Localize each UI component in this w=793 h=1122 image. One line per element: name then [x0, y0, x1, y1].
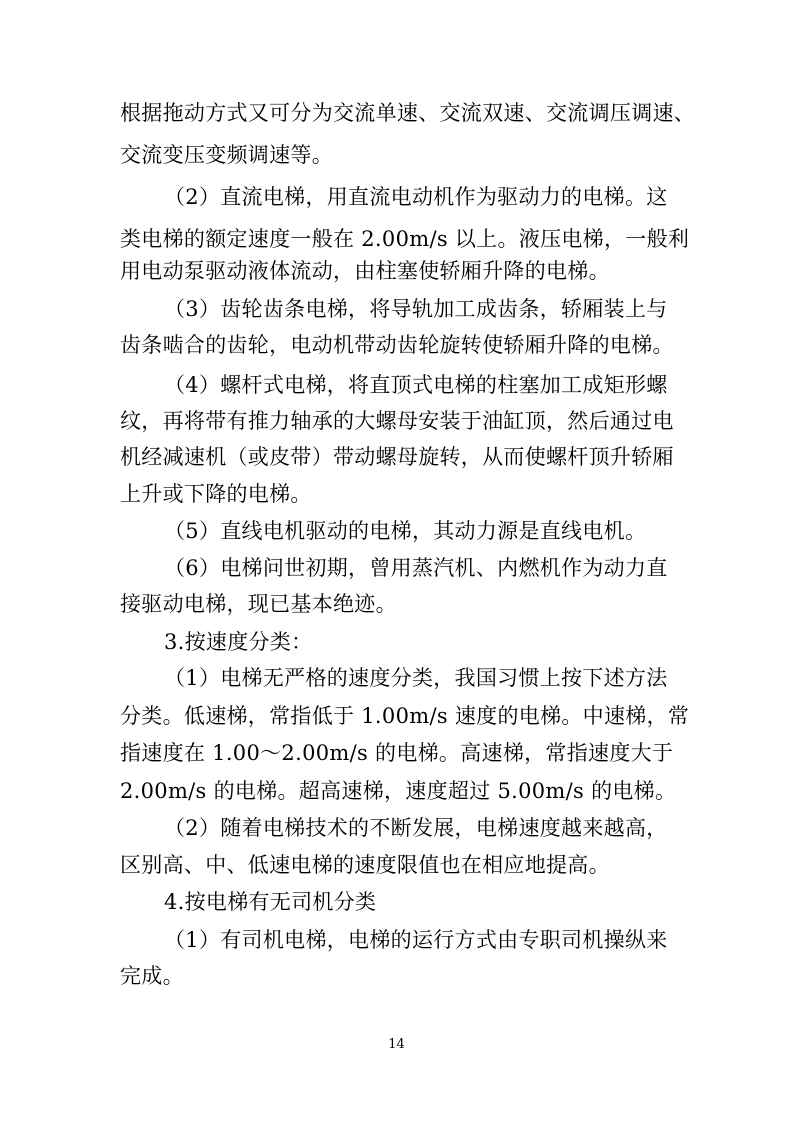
- page-number: 14: [388, 1037, 405, 1052]
- text-line: （1）有司机电梯，电梯的运行方式由专职司机操纵来: [164, 928, 668, 952]
- text-line: 类电梯的额定速度一般在 2.00m/s 以上。液压电梯，一般利: [120, 227, 690, 251]
- text-line: 区别高、中、低速电梯的速度限值也在相应地提高。: [120, 853, 610, 877]
- text-line: 齿条啮合的齿轮，电动机带动齿轮旋转使轿厢升降的电梯。: [120, 333, 674, 357]
- text-line: （2）随着电梯技术的不断发展，电梯速度越来越高，: [164, 816, 668, 840]
- text-line: （2）直流电梯，用直流电动机作为驱动力的电梯。这: [164, 185, 668, 209]
- text-line: 根据拖动方式又可分为交流单速、交流双速、交流调压调速、: [120, 101, 696, 125]
- text-line: 用电动泵驱动液体流动，由柱塞使轿厢升降的电梯。: [120, 259, 610, 283]
- text-line: 2.00m/s 的电梯。超高速梯，速度超过 5.00m/s 的电梯。: [120, 779, 677, 803]
- text-line: 接驱动电梯，现已基本绝迹。: [120, 592, 397, 616]
- text-line: （6）电梯问世初期，曾用蒸汽机、内燃机作为动力直: [164, 556, 668, 580]
- text-line: 交流变压变频调速等。: [120, 143, 333, 167]
- text-line: 上升或下降的电梯。: [120, 482, 312, 506]
- text-line: 完成。: [120, 964, 184, 988]
- text-line: （1）电梯无严格的速度分类，我国习惯上按下述方法: [164, 666, 668, 690]
- section-heading: 4.按电梯有无司机分类: [164, 890, 377, 914]
- section-heading: 3.按速度分类：: [164, 630, 313, 654]
- text-line: （5）直线电机驱动的电梯，其动力源是直线电机。: [164, 519, 647, 543]
- text-line: 机经减速机（或皮带）带动螺母旋转，从而使螺杆顶升轿厢: [120, 445, 674, 469]
- text-line: （4）螺杆式电梯，将直顶式电梯的柱塞加工成矩形螺: [164, 373, 668, 397]
- text-line: 纹，再将带有推力轴承的大螺母安装于油缸顶，然后通过电: [120, 409, 674, 433]
- text-line: （3）齿轮齿条电梯，将导轨加工成齿条，轿厢装上与: [164, 297, 668, 321]
- text-line: 指速度在 1.00～2.00m/s 的电梯。高速梯，常指速度大于: [120, 741, 674, 765]
- text-line: 分类。低速梯，常指低于 1.00m/s 速度的电梯。中速梯，常: [120, 704, 690, 728]
